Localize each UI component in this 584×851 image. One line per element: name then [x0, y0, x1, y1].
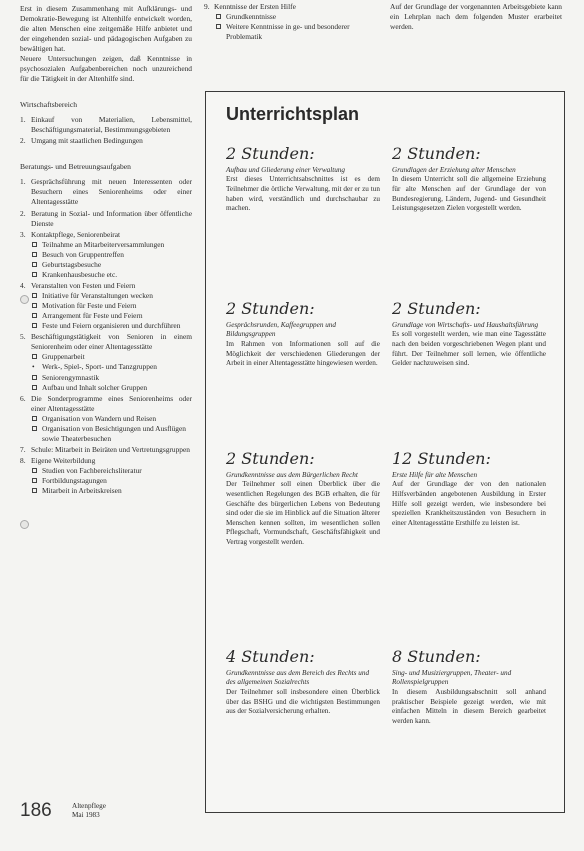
sub-item-text: Geburtstagsbesuche: [42, 259, 102, 269]
sub-item-text: Gruppenarbeit: [42, 352, 85, 362]
list-item: [20, 230, 192, 280]
section-heading-beratung: Beratungs- und Betreuungsaufgaben: [20, 162, 131, 171]
checkbox-icon: [32, 272, 37, 277]
sub-item-text: Weitere Kenntnisse in ge- und besonderer Problematik: [226, 22, 350, 42]
checkbox-icon: [216, 14, 221, 19]
sub-item: [31, 383, 192, 393]
bullet-icon: •: [32, 362, 35, 372]
sub-item: [31, 486, 192, 496]
sub-item: [31, 352, 192, 362]
sub-list: [31, 414, 192, 444]
sub-item-text: Studien von Fachbereichsliteratur: [42, 466, 142, 476]
block-body: In diesem Ausbildungsabschnitt soll anhand praktischer Beispiele gezeigt werden, wie mit einfachen Mitteln in diesem Bereich gearbeitet werden kann.: [392, 687, 546, 725]
plan-block: [226, 648, 380, 717]
list-item: [20, 394, 192, 444]
sub-item: [31, 260, 192, 270]
wirtschaft-list: [20, 115, 192, 146]
block-hours: 2 Stunden:: [226, 449, 315, 468]
checkbox-icon: [32, 354, 37, 359]
journal-issue: Mai 1983: [72, 811, 100, 820]
sub-item-text: Arrangement für Feste und Feiern: [42, 311, 143, 321]
sub-item-text: Feste und Feiern organisieren und durchführen: [42, 321, 181, 331]
sub-item: [31, 321, 192, 331]
page-number: 186: [20, 800, 52, 821]
list-item: [20, 115, 192, 135]
item-number: 4.: [20, 280, 26, 290]
section-heading-wirtschaft: Wirtschaftsbereich: [20, 99, 78, 109]
list-item: [204, 2, 376, 12]
checkbox-icon: [32, 375, 37, 380]
item-number: 8.: [20, 456, 26, 465]
sub-item: [204, 12, 376, 22]
item-number: 1.: [20, 177, 26, 187]
sub-item-text: Besuch von Gruppentreffen: [42, 249, 124, 259]
list-item: [20, 209, 192, 229]
item-text: Schule: Mitarbeit in Beiräten und Vertretungsgruppen: [31, 444, 190, 454]
checkbox-icon: [32, 416, 37, 421]
block-topic: Erste Hilfe für alte Menschen: [392, 470, 478, 479]
block-body: Es soll vorgestellt werden, wie man eine Tagesstätte nach den beiden vorgeschriebenen Wegen plant und führt. Der Teilnehmer soll lernen, wie öffentliche Gelder nachzuweisen sind.: [392, 330, 546, 368]
block-topic: Grundlage von Wirtschafts- und Haushaltsführung: [392, 320, 539, 329]
item-number: 6.: [20, 393, 26, 403]
list-item: [20, 445, 192, 455]
list-item: [20, 281, 192, 331]
block-hours: 2 Stunden:: [392, 299, 481, 318]
sub-item-text: Organisation von Besichtigungen und Ausflügen sowie Theaterbesuchen: [42, 423, 186, 443]
block-hours: 2 Stunden:: [226, 299, 315, 318]
block-hours: 4 Stunden:: [226, 647, 315, 666]
beratung-list: [20, 177, 192, 496]
sub-item: [31, 270, 192, 280]
sub-item-text: Krankenhausbesuche etc.: [42, 269, 118, 279]
journal-reference: [72, 802, 106, 821]
sub-item: [31, 476, 192, 486]
top-middle-text: [204, 2, 376, 42]
plan-title: Unterrichtsplan: [226, 104, 360, 124]
checkbox-icon: [32, 478, 37, 483]
checkbox-icon: [32, 426, 37, 431]
block-topic: Gesprächsrunden, Kaffeegruppen und Bildungsgruppen: [226, 320, 336, 339]
checkbox-icon: [32, 488, 37, 493]
item-number: 2.: [20, 135, 26, 145]
item-text: Die Sonderprogramme eines Seniorenheims oder einer Altentagesstätte: [31, 393, 192, 413]
block-hours: 2 Stunden:: [392, 144, 481, 163]
item-text: Umgang mit staatlichen Bedingungen: [31, 135, 143, 145]
plan-block: [226, 145, 380, 214]
plan-block: [392, 450, 546, 528]
item-text: Beratung in Sozial- und Information über öffentliche Dienste: [31, 208, 192, 228]
sub-item-text: Organisation von Wandern und Reisen: [42, 413, 157, 423]
sub-item: [204, 22, 376, 42]
intro-paragraph-1: Erst in diesem Zusammenhang mit Aufklärungs- und Demokratie-Bewegung ist Altenhilfe entwickelt worden, die alten Menschen eine zeitgemäße Hilfe anbietet und der eingehenden sozial- und pädagogischen Aufgaben zu bewältigen hat.: [20, 4, 192, 54]
item-number: 9.: [204, 2, 210, 11]
item-text: Gesprächsführung mit neuen Interessenten oder Besuchern eines Seniorenheims oder einer Altentagesstätte: [31, 177, 192, 207]
list-item: [20, 177, 192, 207]
block-body: Erst dieses Unterrichtsabschnittes ist es dem Teilnehmer die örtliche Verwaltung, mit der er zu tun haben wird, verständlich und durchschaubar zu machen.: [226, 175, 380, 213]
plan-block: [226, 300, 380, 369]
sub-item-text: Aufbau und Inhalt solcher Gruppen: [42, 382, 148, 392]
block-body: Der Teilnehmer soll einen Überblick über die wesentlichen Regelungen des BGB erhalten, die für Geschäfte des bürgerlichen Lebens von Bedeutung sind oder die sie im Hinblick auf die Situation älterer Menschen kennen sollten, im wesentlichen sollen Pflegschaft, Vormundschaft, Geschäftsfähigkeit und Vertrag vorgestellt werden.: [226, 480, 380, 547]
block-hours: 2 Stunden:: [226, 144, 315, 163]
checkbox-icon: [32, 252, 37, 257]
sub-item: [31, 362, 192, 372]
block-topic: Grundkenntnisse aus dem Bürgerlichen Recht: [226, 470, 358, 479]
sub-list: [31, 240, 192, 280]
sub-item: [31, 311, 192, 321]
checkbox-icon: [32, 262, 37, 267]
item-number: 2.: [20, 208, 26, 218]
block-hours: 12 Stunden:: [392, 449, 491, 468]
item-number: 7.: [20, 444, 26, 454]
checkbox-icon: [216, 24, 221, 29]
checkbox-icon: [32, 313, 37, 318]
sub-item-text: Mitarbeit in Arbeitskreisen: [42, 486, 122, 496]
sub-item-text: Motivation für Feste und Feiern: [42, 301, 137, 311]
plan-block: [392, 648, 546, 726]
sub-item-text: Fortbildungstagungen: [42, 476, 107, 486]
sub-item-text: Werk-, Spiel-, Sport- und Tanzgruppen: [42, 362, 157, 372]
checkbox-icon: [32, 323, 37, 328]
plan-block: [392, 145, 546, 214]
left-column: [20, 4, 192, 497]
checkbox-icon: [32, 303, 37, 308]
list-item: [20, 332, 192, 392]
block-topic: Aufbau und Gliederung einer Verwaltung: [226, 165, 345, 174]
sub-item: [31, 424, 192, 444]
intro-paragraph-2: Neuere Untersuchungen zeigen, daß Kenntnisse in psychosozialen Aufgabenbereichen noch unzureichend für die Tätigkeit in der Altenhilfe sind.: [20, 54, 192, 84]
list-item: [20, 456, 192, 496]
block-topic: Grundlagen der Erziehung alter Menschen: [392, 165, 516, 174]
item-text: Veranstalten von Festen und Feiern: [31, 280, 136, 290]
sub-item-text: Seniorengymnastik: [42, 372, 100, 382]
checkbox-icon: [32, 468, 37, 473]
item-number: 3.: [20, 229, 26, 239]
item-number: 1.: [20, 114, 26, 124]
checkbox-icon: [32, 385, 37, 390]
block-body: In diesem Unterricht soll die allgemeine Erziehung für alte Menschen auf der Grundlage der von Bundesregierung, Ländern, Jugend- und Gesundheit Leistungsgesetzen Zielen vorgestellt werden.: [392, 175, 546, 213]
block-hours: 8 Stunden:: [392, 647, 481, 666]
sub-item: [31, 373, 192, 383]
block-body: Der Teilnehmer soll insbesondere einen Überblick über das BSHG und die wichtigsten Bestimmungen aus der Sozialversicherung erhalten.: [226, 687, 380, 716]
sub-list: [31, 352, 192, 392]
block-body: Im Rahmen von Informationen soll auf die Möglichkeit der verschiedenen Gliederungen der Arbeit in einer Altentagesstätte hingewiesen werden.: [226, 339, 380, 368]
plan-block: [226, 450, 380, 548]
sub-item-text: Teilnahme an Mitarbeiterversammlungen: [42, 239, 165, 249]
item-text: Beschäftigungstätigkeit von Senioren in einem Seniorenheim oder einer Altentagesstätte: [31, 332, 192, 352]
block-body: Auf der Grundlage der von den nationalen Hilfsverbänden angebotenen Ausbildung in Erster Hilfe soll gezeigt werden, wie insbesondere bei speziellen Krankheitszuständen von Besuchern in einer Altentagesstätte Ersthilfe zu leisten ist.: [392, 480, 546, 527]
checkbox-icon: [32, 293, 37, 298]
sub-item: [31, 466, 192, 476]
item-text: Kenntnisse der Ersten Hilfe: [214, 2, 296, 11]
sub-item: [31, 240, 192, 250]
sub-item: [31, 250, 192, 260]
sub-item: [31, 301, 192, 311]
list-item: [20, 136, 192, 146]
plan-block: [392, 300, 546, 369]
checkbox-icon: [32, 242, 37, 247]
block-topic: Sing- und Musiziergruppen, Theater- und Rollenspielgruppen: [392, 668, 512, 687]
sub-item: [31, 414, 192, 424]
sub-item-text: Grundkenntnisse: [226, 12, 277, 22]
sub-item-text: Initiative für Veranstaltungen wecken: [42, 291, 153, 300]
punch-hole-bottom: [20, 520, 29, 529]
sub-list: [31, 466, 192, 496]
item-text: Kontaktpflege, Seniorenbeirat: [31, 229, 121, 239]
item-text: Einkauf von Materialien, Lebensmittel, Beschäftigungsmaterial, Bestimmungsgebieten: [31, 114, 192, 134]
item-text: Eigene Weiterbildung: [31, 456, 96, 465]
top-right-text: Auf der Grundlage der vorgenannten Arbeitsgebiete kann ein Lehrplan nach dem folgenden Muster erarbeitet werden.: [390, 2, 562, 32]
sub-item: [31, 291, 192, 301]
item-number: 5.: [20, 332, 26, 342]
journal-name: Altenpflege: [72, 802, 106, 810]
sub-list: [31, 291, 192, 331]
block-topic: Grundkenntnisse aus dem Bereich des Rechts und des allgemeinen Sozialrechts: [226, 668, 370, 687]
